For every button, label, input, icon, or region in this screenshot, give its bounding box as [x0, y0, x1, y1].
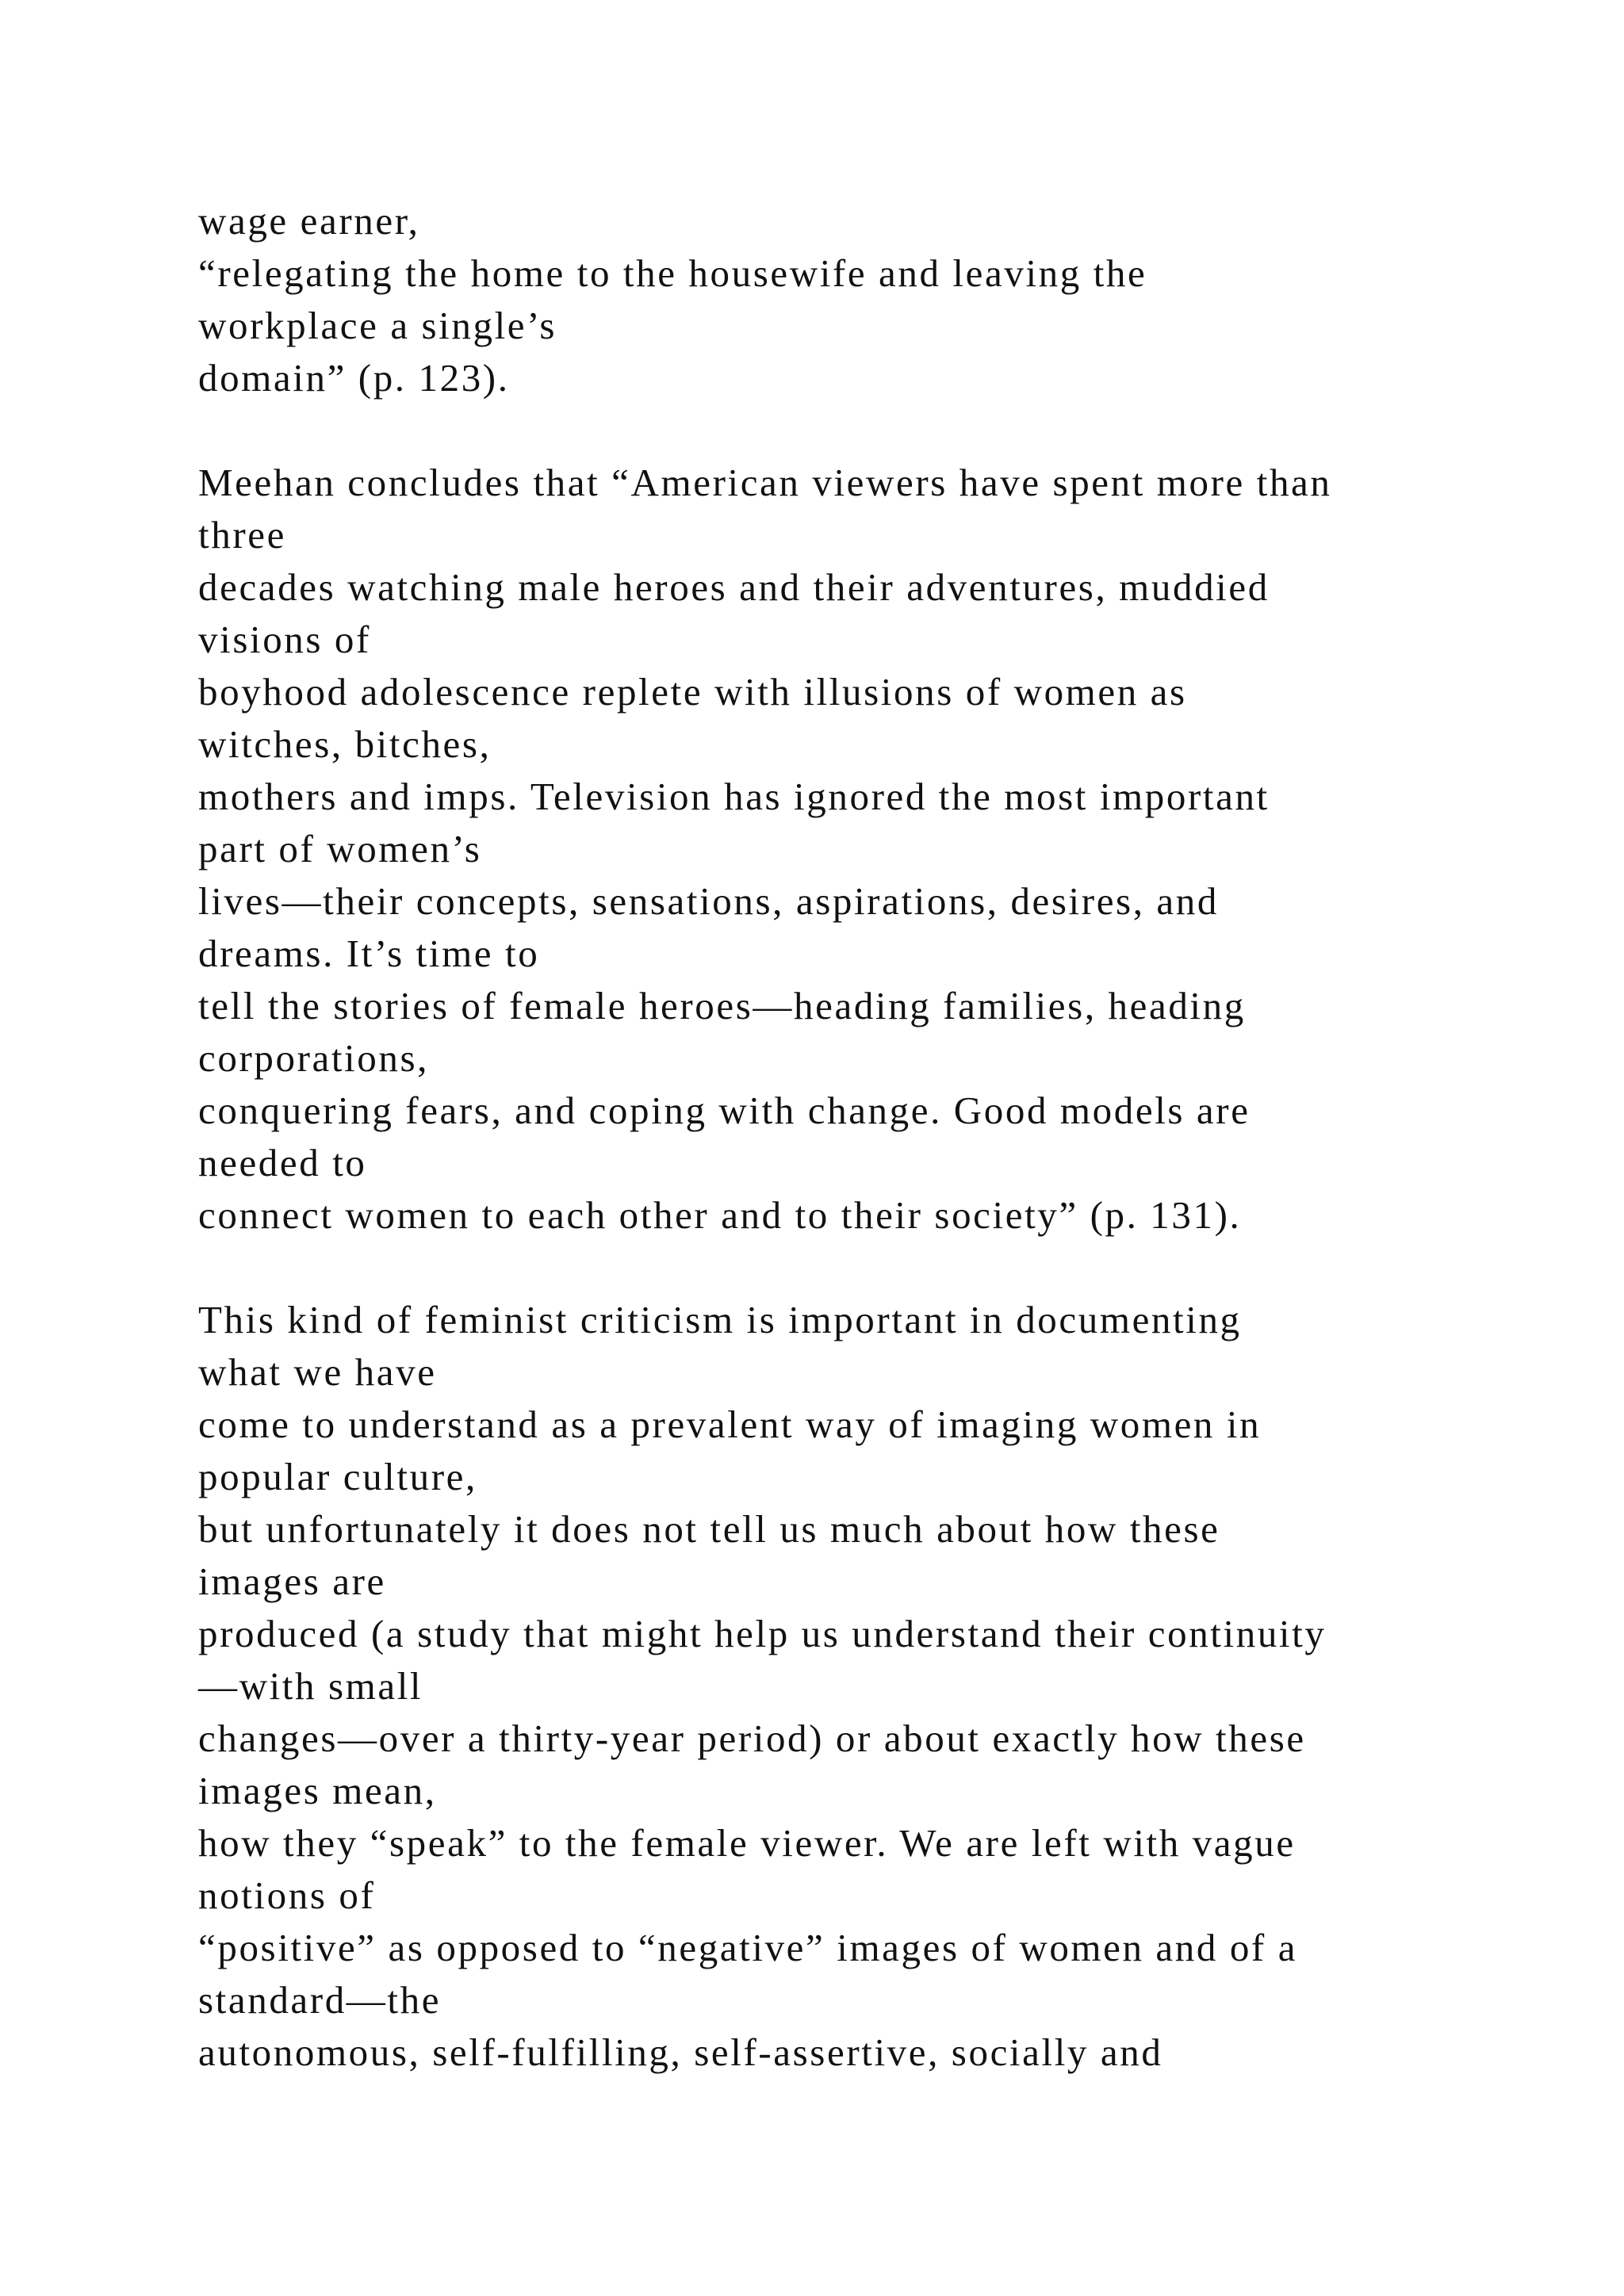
text-line: images are	[198, 1559, 386, 1603]
text-line: needed to	[198, 1141, 367, 1184]
text-line: images mean,	[198, 1769, 437, 1812]
text-line: what we have	[198, 1350, 437, 1394]
text-line: corporations,	[198, 1036, 429, 1080]
text-line: changes—over a thirty-year period) or about exactly how these	[198, 1716, 1306, 1760]
text-line: —with small	[198, 1664, 423, 1708]
text-line: workplace a single’s	[198, 304, 557, 347]
text-line: connect women to each other and to their society” (p. 131).	[198, 1193, 1242, 1237]
text-line: standard—the	[198, 1978, 442, 2022]
body-text	[198, 195, 1507, 2079]
text-line: decades watching male heroes and their adventures, muddied	[198, 565, 1270, 609]
text-line: This kind of feminist criticism is important in documenting	[198, 1298, 1242, 1341]
text-line: visions of	[198, 618, 371, 661]
text-line: “relegating the home to the housewife and leaving the	[198, 251, 1147, 295]
text-line: mothers and imps. Television has ignored the most important	[198, 775, 1270, 818]
text-line: produced (a study that might help us understand their continuity	[198, 1612, 1327, 1655]
text-line: three	[198, 513, 286, 557]
text-line: lives—their concepts, sensations, aspirations, desires, and	[198, 879, 1219, 923]
text-line: popular culture,	[198, 1455, 477, 1498]
text-line: Meehan concludes that “American viewers have spent more than	[198, 461, 1332, 504]
text-line: conquering fears, and coping with change. Good models are	[198, 1089, 1251, 1132]
text-line: tell the stories of female heroes—heading families, heading	[198, 984, 1246, 1027]
text-line: but unfortunately it does not tell us much about how these	[198, 1507, 1220, 1551]
text-line: wage earner,	[198, 199, 420, 243]
paragraph-spacer	[198, 404, 1507, 457]
text-line: dreams. It’s time to	[198, 932, 540, 975]
paragraph-spacer	[198, 1242, 1507, 1294]
paragraph-3	[198, 1294, 1507, 2079]
text-line: part of women’s	[198, 827, 482, 871]
text-line: “positive” as opposed to “negative” images of women and of a	[198, 1926, 1298, 1969]
text-line: boyhood adolescence replete with illusions of women as	[198, 670, 1187, 714]
text-line: how they “speak” to the female viewer. We are left with vague	[198, 1821, 1296, 1865]
paragraph-2	[198, 457, 1507, 1242]
paragraph-1	[198, 195, 1507, 404]
text-line: domain” (p. 123).	[198, 356, 510, 400]
text-line: come to understand as a prevalent way of imaging women in	[198, 1402, 1262, 1446]
text-line: autonomous, self-fulfilling, self-assertive, socially and	[198, 2030, 1163, 2074]
text-line: witches, bitches,	[198, 722, 492, 766]
text-line: notions of	[198, 1873, 376, 1917]
